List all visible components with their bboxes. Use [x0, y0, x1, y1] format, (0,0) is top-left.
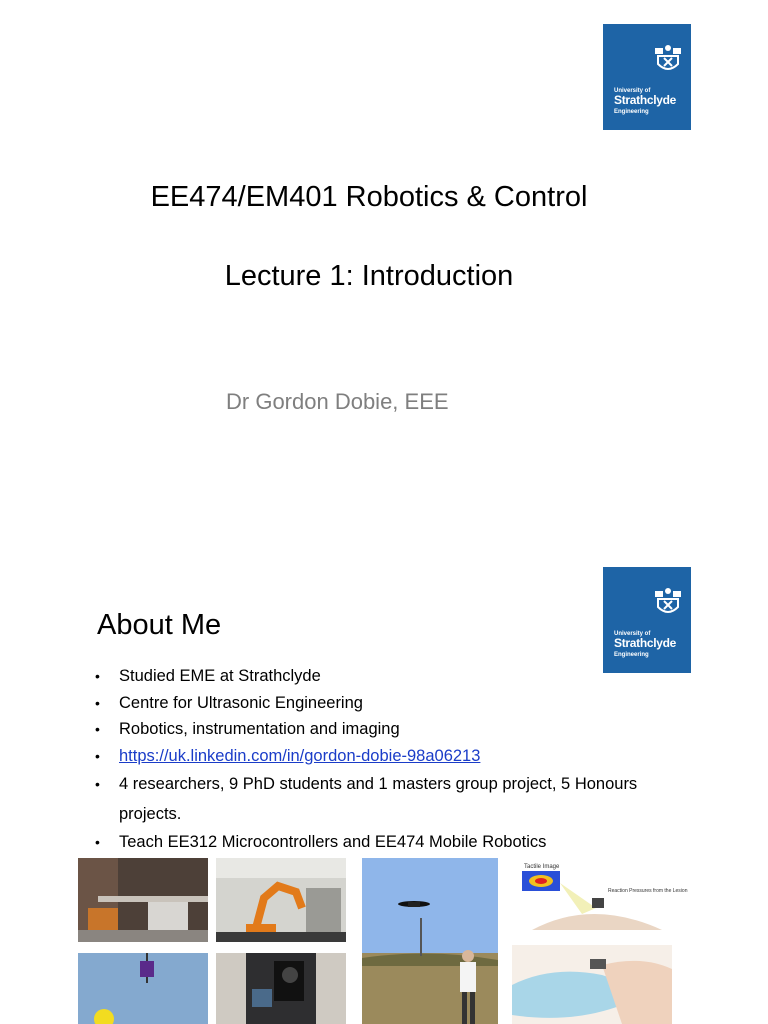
logo-name: Strathclyde: [614, 636, 677, 650]
lab-robot-photo: [78, 858, 208, 942]
reaction-caption: Reaction Pressures from the Lesion: [608, 888, 688, 894]
about-me-slide: [0, 545, 768, 1024]
industrial-robot-photo: [216, 858, 346, 942]
university-logo: [603, 567, 691, 673]
underwater-robot-photo: [78, 953, 208, 1024]
bullet-item: • Robotics, instrumentation and imaging: [95, 716, 655, 743]
lecture-title: Lecture 1: Introduction: [224, 260, 514, 292]
logo-university-of: University of: [614, 88, 651, 94]
tactile-caption: Tactile Image: [524, 864, 560, 870]
logo-name: Strathclyde: [614, 93, 677, 107]
bullet-item: • Studied EME at Strathclyde: [95, 663, 655, 690]
bullet-item: • Centre for Ultrasonic Engineering: [95, 690, 655, 717]
bullet-item: • 4 researchers, 9 PhD students and 1 masters group project, 5 Honours projects.: [95, 769, 655, 829]
logo-faculty: Engineering: [614, 652, 649, 658]
logo-university-of: University of: [614, 631, 651, 637]
crest-icon: [651, 587, 685, 617]
presenter-name: Dr Gordon Dobie, EEE: [226, 389, 449, 414]
pipe-crawler-photo: [216, 953, 346, 1024]
bullet-list: [95, 663, 655, 856]
bullet-item: • Teach EE312 Microcontrollers and EE474 Mobile Robotics: [95, 829, 655, 856]
slide-title: About Me: [97, 609, 222, 641]
tactile-sensor-diagram: [512, 858, 688, 942]
logo-faculty: Engineering: [614, 109, 649, 115]
linkedin-link[interactable]: https://uk.linkedin.com/in/gordon-dobie-98a06213: [119, 746, 481, 765]
drone-field-photo: [362, 858, 498, 1024]
hand-sensor-photo: [512, 945, 672, 1024]
bullet-item-link: [95, 743, 655, 770]
university-logo: [603, 24, 691, 130]
crest-icon: [651, 44, 685, 74]
course-title: EE474/EM401 Robotics & Control: [150, 181, 588, 213]
